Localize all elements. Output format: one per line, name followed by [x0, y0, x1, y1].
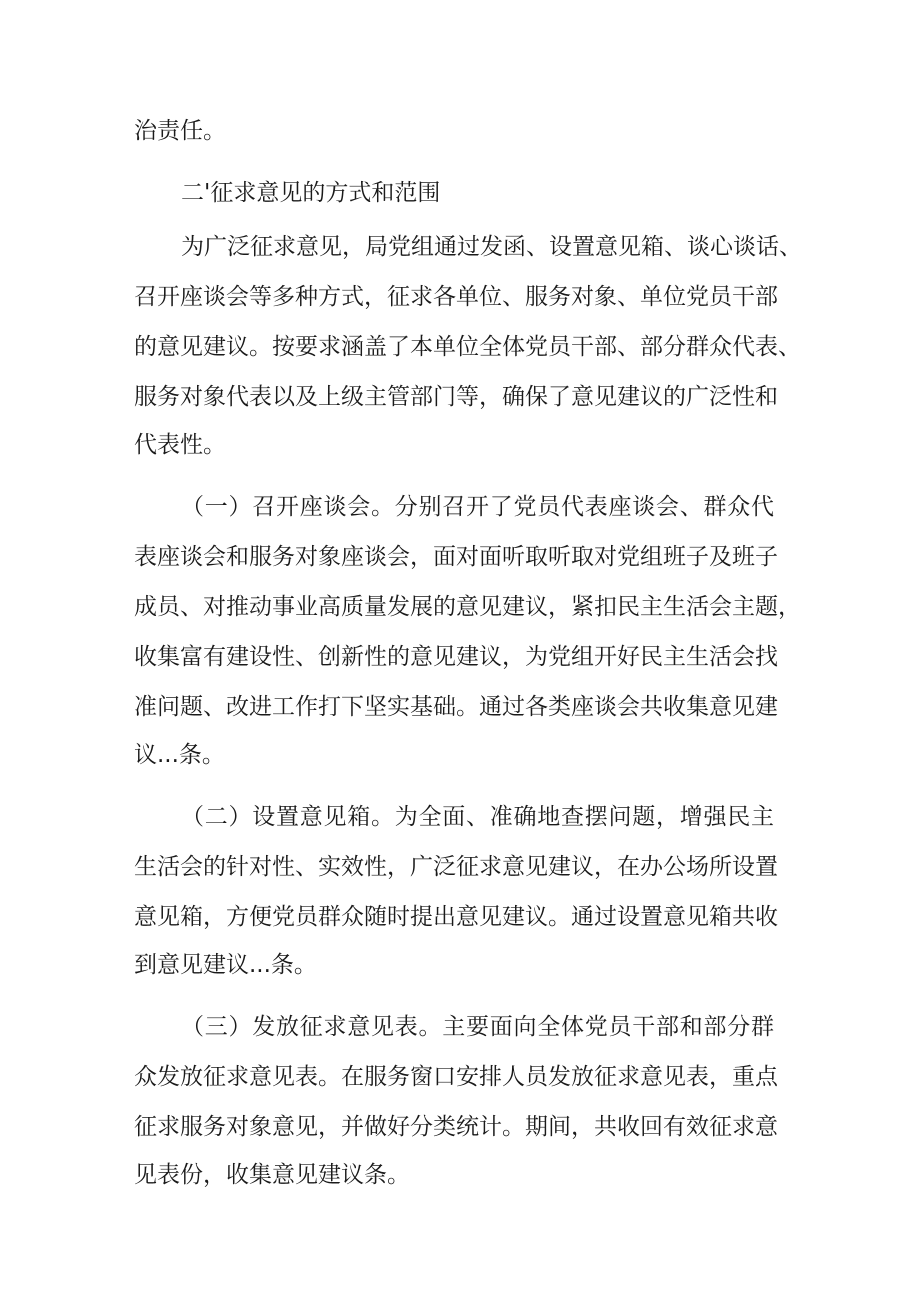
paragraph-line: 征求服务对象意见，并做好分类统计。期间，共收回有效征求意: [134, 1114, 778, 1140]
paragraph-line: 众发放征求意见表。在服务窗口安排人员发放征求意见表，重点: [134, 1064, 778, 1090]
section-heading: 二'征求意见的方式和范围: [181, 180, 441, 206]
paragraph-line: 见表份，收集意见建议条。: [134, 1162, 410, 1188]
opening-line: 治责任。: [134, 118, 226, 144]
paragraph-line: 生活会的针对性、实效性，广泛征求意见建议，在办公场所设置: [134, 854, 778, 880]
paragraph-line: 议...条。: [134, 742, 225, 768]
paragraph-line: 代表性。: [134, 432, 226, 458]
paragraph-line: 收集富有建设性、创新性的意见建议，为党组开好民主生活会找: [134, 644, 778, 670]
paragraph-line: 到意见建议...条。: [134, 952, 317, 978]
paragraph-line: （三）发放征求意见表。主要面向全体党员干部和部分群: [181, 1014, 774, 1040]
paragraph-line: 意见箱，方便党员群众随时提出意见建议。通过设置意见箱共收: [134, 904, 778, 930]
paragraph-line: （一）召开座谈会。分别召开了党员代表座谈会、群众代: [181, 494, 774, 520]
paragraph-line: 的意见建议。按要求涵盖了本单位全体党员干部、部分群众代表、: [134, 334, 801, 360]
paragraph-line: 为广泛征求意见，局党组通过发函、设置意见箱、谈心谈话、: [181, 234, 802, 260]
paragraph-line: 服务对象代表以及上级主管部门等，确保了意见建议的广泛性和: [134, 384, 778, 410]
paragraph-line: （二）设置意见箱。为全面、准确地查摆问题，增强民主: [181, 804, 774, 830]
paragraph-line: 成员、对推动事业高质量发展的意见建议，紧扣民主生活会主题，: [134, 594, 801, 620]
paragraph-line: 准问题、改进工作打下坚实基础。通过各类座谈会共收集意见建: [134, 694, 778, 720]
paragraph-line: 表座谈会和服务对象座谈会，面对面听取听取对党组班子及班子: [134, 544, 778, 570]
paragraph-line: 召开座谈会等多种方式，征求各单位、服务对象、单位党员干部: [134, 284, 778, 310]
